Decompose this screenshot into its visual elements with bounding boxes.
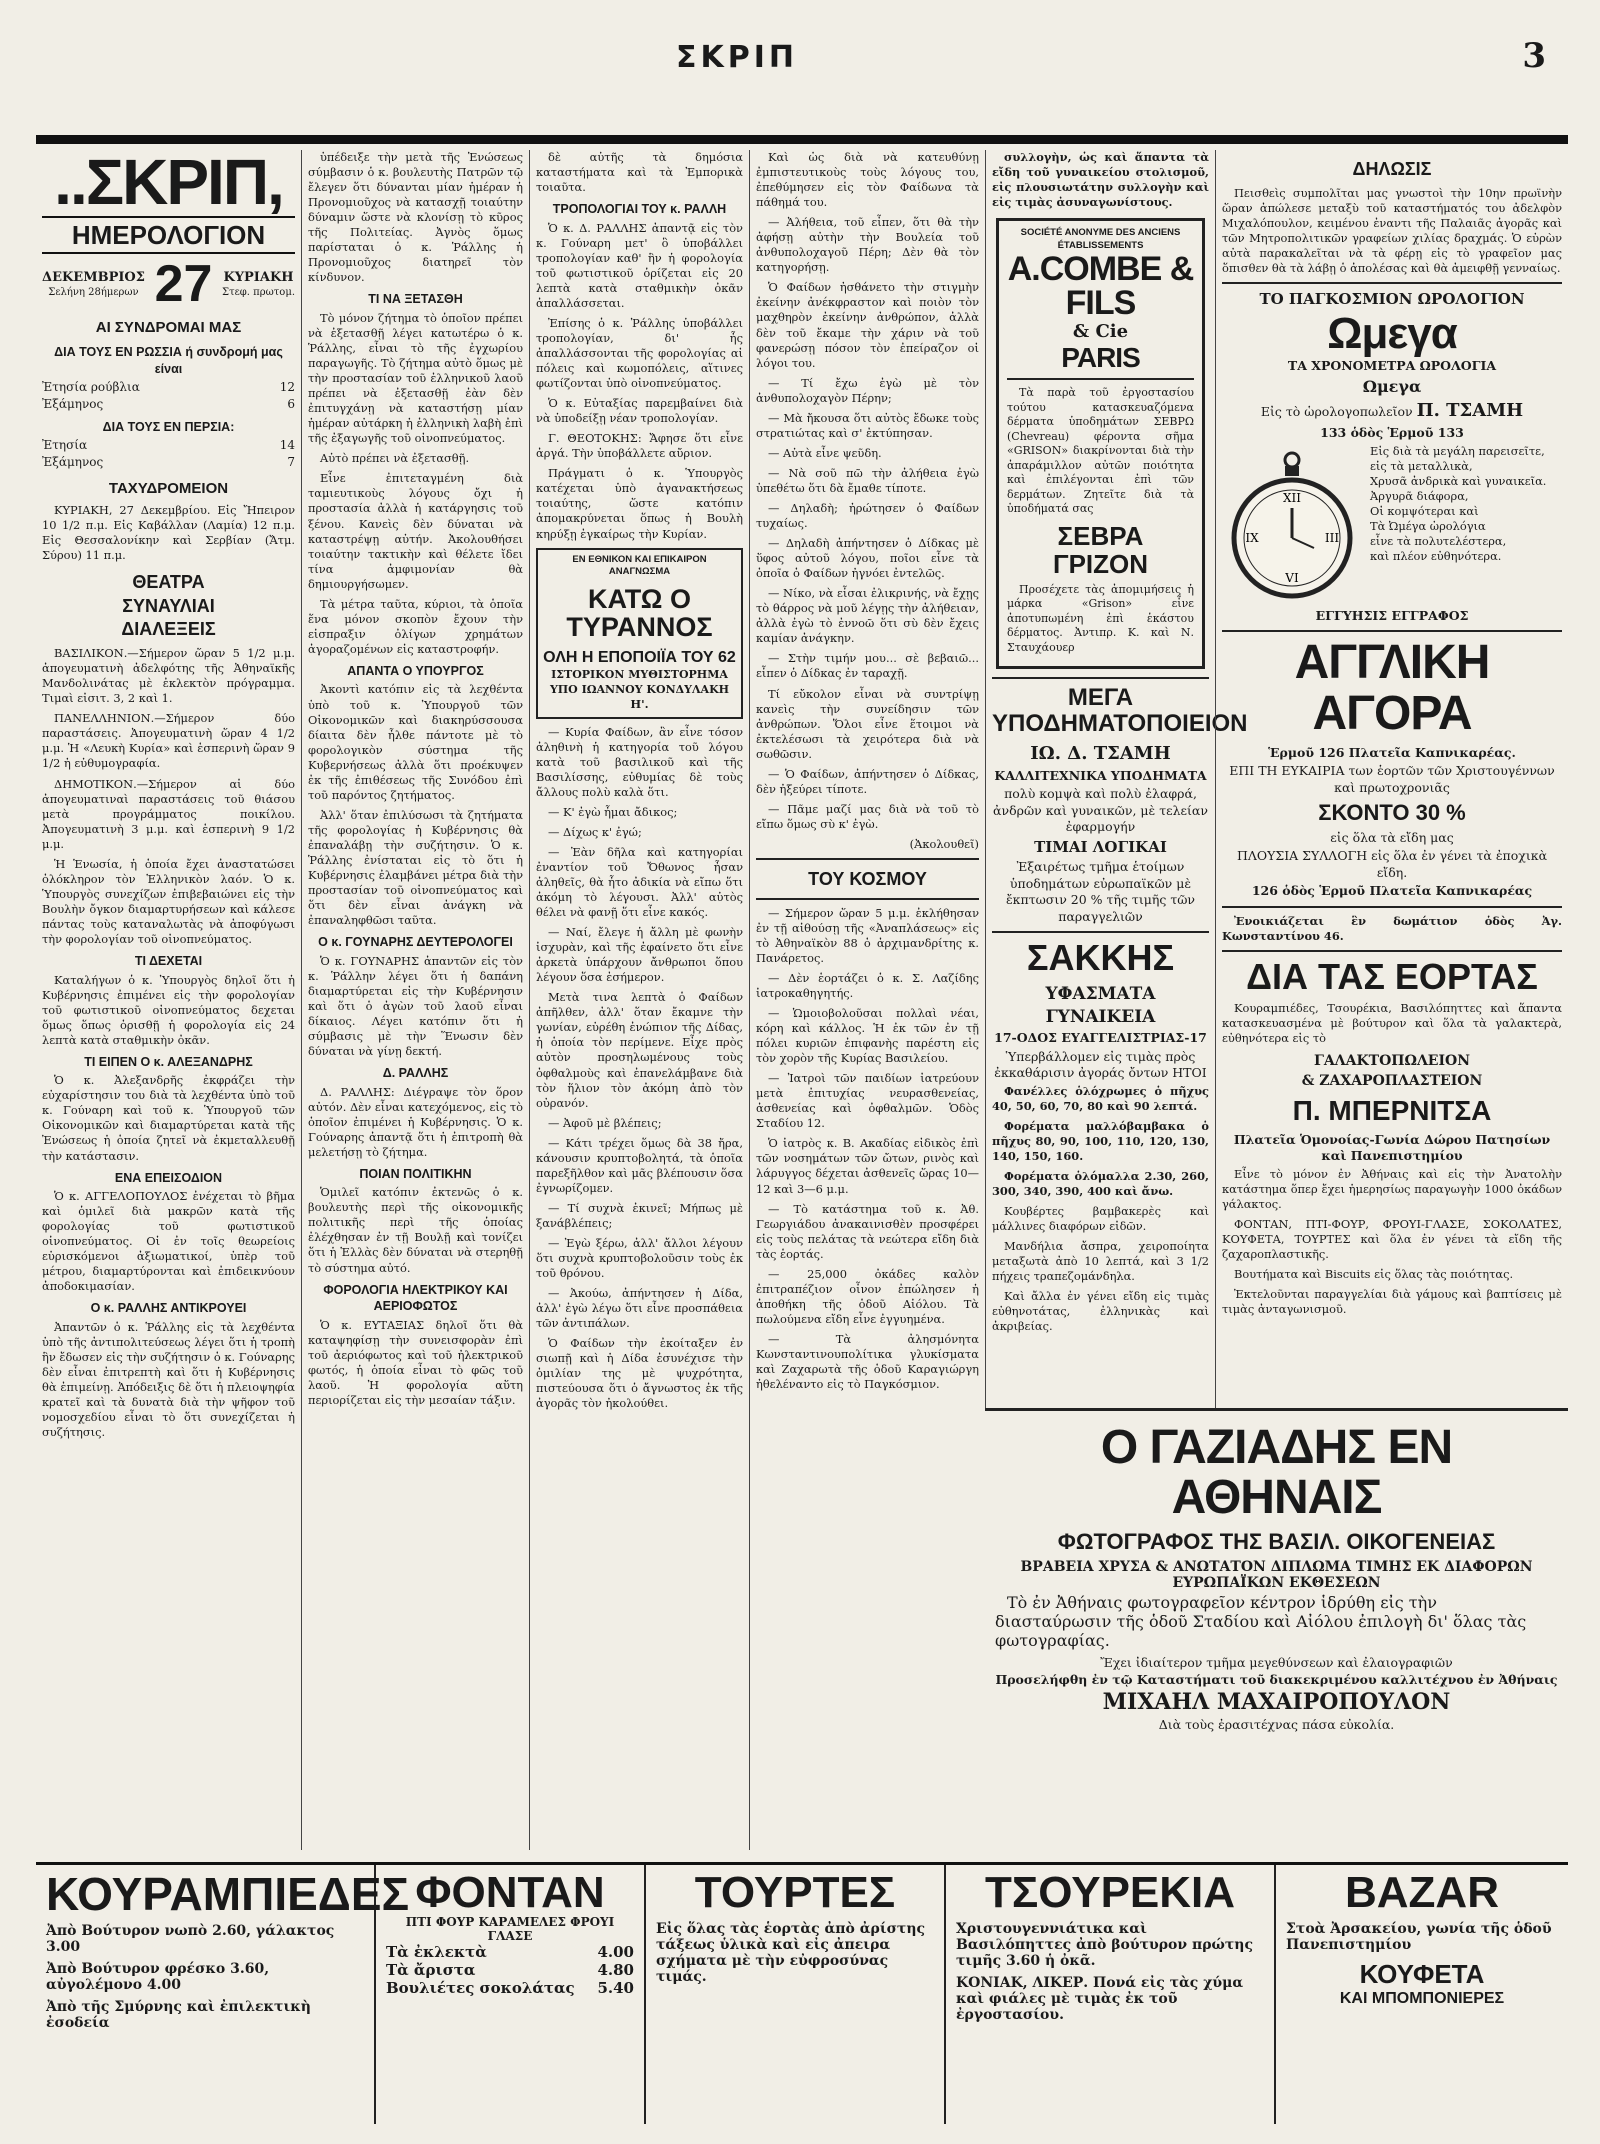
article-paragraph: ὑπέδειξε τὴν μετὰ τῆς Ἑνώσεως σύμβασιν ὁ κ. βουλευτὴς Πατρῶν τῷ ἔλεγεν ὅτι δύνανται μίαν ἡμέραν ἡ Προνομιοῦχος νὰ κατασχῇ τοιαύτην δύναμιν ὥστε νὰ κλονίσῃ τὸ κῦρος τῆς Πολιτείας. Ἀγνὸς ὅμως παρίσταται ὁ κ. Ῥάλλης ἡ Προνομιοῦχος διατηρεῖ τὸν κίνδυνον. — [308, 150, 523, 285]
lectures-heading: ΔΙΑΛΕΞΕΙΣ — [121, 619, 216, 640]
photographer-ad — [985, 1408, 1568, 1850]
combe-brand: A.COMBE & FILS — [1007, 250, 1194, 323]
article-paragraph: Ὁ κ. Δ. ΡΑΛΛΗΣ ἀπαντᾷ εἰς τὸν κ. Γούναρη μετ' ὃ ὑποβάλλει τροπολογίαν καθ' ἣν ἡ φορολογία τοῦ φωτιστικοῦ ὁρίζεται εἰς 20 λεπτὰ κατὰ σταθμικὴν ὀκᾶν ἀπαλλάσσεται. — [536, 220, 743, 310]
article-paragraph: Δ. ΡΑΛΛΗΣ: Διέγραψε τὸν ὅρον αὐτόν. Δὲν εἶναι κατεχόμενος, εἰς τὸ ὁποῖον ἐπιμένει ἡ Κυβέρνησις. Ὁ κ. Γούναρης ἀπαντᾷ ὅτι ἡ ἐπιτροπὴ θὰ μελετήσῃ τὸ ζήτημα. — [308, 1084, 523, 1159]
serial-paragraph: Ὁ Φαίδων ἠσθάνετο τὴν στιγμὴν ἐκείνην ἀνέκφραστον καὶ ποιὸν τὸν μαχθηρὸν ἐκείνην ἀνθρώπον, ἀλλὰ δὲν τοῦ ἔκαμε τὴν χάριν νὰ τοῦ φανερώσῃ πόσον τὸν ἐπείραζον οἱ λόγοι του. — [756, 280, 979, 370]
article-paragraph: Ὁ κ. ΓΟΥΝΑΡΗΣ ἀπαντῶν εἰς τὸν κ. Ῥάλλην λέγει ὅτι ἡ δαπάνη διαμαρτύρεται εἰς τὴν Κυβέρνησιν καὶ ὅτι ὁ ἀγὼν τοῦ λαοῦ εἶναι δίκαιος. Λέγει κατόπιν ὅτι ἡ σύμβασις μὲ τὴν Ἕνωσιν δὲν δύναται νὰ γίνῃ δεκτή. — [308, 953, 523, 1058]
sakkis-ad-line: Κουβέρτες βαμβακερὲς καὶ μάλλινες διαφόρων εἰδῶν. — [992, 1203, 1209, 1233]
article-subheading: ΠΟΙΑΝ ΠΟΛΙΤΙΚΗΝ — [359, 1166, 472, 1181]
omega-list-item: καὶ πλέον εὐθηνότερα. — [1370, 549, 1502, 564]
svg-text:IX: IX — [1245, 530, 1259, 545]
combe-ad-text: Τὰ παρὰ τοῦ ἐργοστασίου τούτου κατασκευαζόμενα δέρματα ὑποδημάτων ΣΕΒΡΩ (Chevreau) φέροντα σῆμα «GRISON» διακρίνονται διὰ τὴν ἀπαράμιλλον αὐτῶν ποιότητα καὶ ἐπιλέγονται ἐπὶ τῶν δερμάτων. Ζητεῖτε διὰ τὰ ὑποδήματά σας — [1007, 386, 1194, 516]
serial-paragraph: — Ἐγὼ ξέρω, ἀλλ' ἄλλοι λέγουν ὅτι συχνὰ κρυπτοβολοῦσιν τοὺς ἐκ τοῦ θρόνου. — [536, 1235, 743, 1281]
serial-paragraph: Ὁ Φαίδων τὴν ἐκοίταξεν ἐν σιωπῇ καὶ ἡ Δίδα ἐσυνέχισε τὴν ὁμιλίαν της μὲ ψυχρότητα, πιστεύουσα ὅτι ὁ ἄγνωστος ἐκ τῆς ἀγορᾶς τὸν ἠκολούθει. — [536, 1336, 743, 1411]
photographer-line: Τὸ ἐν Ἀθήναις φωτογραφεῖον κέντρον ἱδρύθη εἰς τὴν διασταύρωσιν τῆς ὁδοῦ Σταδίου καὶ Αἰόλου ἐπιλογὴ δι' ὅλας τὰς φωτογραφίας. — [995, 1592, 1527, 1650]
theatre-listing: ΒΑΣΙΛΙΚΟΝ.—Σήμερον ὥραν 5 1/2 μ.μ. ἀπογευματινὴ ἀδελφότης τῆς Ἀθηναϊκῆς Μανδολινάτας μὲ ἐκλεκτὸν πρόγραμμα. Τιμαὶ εἰσιτ. 3, 2 καὶ 1. — [42, 646, 295, 706]
dairy-owner: Π. ΜΠΕΡΝΙΤΣΑ — [1292, 1095, 1492, 1127]
serial-subtitle: ΟΛΗ Η ΕΠΟΠΟΙΪΑ ΤΟΥ 62 — [543, 649, 736, 667]
divider — [1222, 950, 1562, 952]
serial-paragraph: — Αὐτὰ εἶνε ψεῦδη. — [768, 445, 882, 460]
bottom-ad-band — [36, 1862, 1568, 2124]
date-weekday: ΚΥΡΙΑΚΗ — [223, 270, 294, 286]
column-4 — [749, 150, 985, 1850]
subscription-price: 12 — [279, 380, 295, 395]
serial-part: Η'. — [630, 697, 649, 712]
english-market-line: ΠΛΟΥΣΙΑ ΣΥΛΛΟΓΗ εἰς ὅλα ἐν γένει τὰ ἐποχικὰ εἴδη. — [1236, 848, 1548, 880]
subscription-row — [42, 397, 295, 413]
date-left — [42, 269, 145, 299]
article-subheading: ΤΡΟΠΟΛΟΓΙΑΙ ΤΟΥ κ. ΡΑΛΛΗ — [552, 202, 727, 217]
serial-paragraph: Τί εὔκολον εἶναι νὰ συντρίψῃ κανεὶς τὴν συνείδησιν τῶν ἀνθρώπων. Ὅλοι εἶνε ἕτοιμοι νὰ ἐκτελέσωσι τὰ χειρότερα διὰ νὰ σωθῶσιν. — [756, 686, 979, 761]
subscription-price: 14 — [279, 438, 295, 453]
kourabiedes-title: ΚΟΥΡΑΜΠΙΕΔΕΣ — [46, 1868, 410, 1920]
english-market-line: εἰς ὅλα τὰ εἴδη μας — [1330, 829, 1454, 845]
sakkis-ad-address: 17-ΟΔΟΣ ΕΥΑΓΓΕΛΙΣΤΡΙΑΣ-17 — [994, 1030, 1207, 1045]
sakkis-ad-sub: ΥΦΑΣΜΑΤΑ ΓΥΝΑΙΚΕΙΑ — [1045, 984, 1156, 1027]
article-subheading: ΤΙ ΝΑ ΞΕΤΑΣΘΗ — [368, 292, 463, 307]
shoe-ad-name: ΙΩ. Δ. ΤΣΑΜΗ — [1030, 742, 1171, 764]
combe-ad-top: SOCIÉTÉ ANONYME DES ANCIENS ÉTABLISSEMENTS — [1020, 227, 1181, 251]
photographer-line: Ἔχει ἰδιαίτερον τμῆμα μεγεθύνσεων καὶ ἐλαιογραφιῶν — [1100, 1654, 1453, 1670]
masthead — [36, 20, 1568, 138]
dairy-address: Πλατεῖα Ὁμονοίας-Γωνία Δώρου Πατησίων καὶ Πανεπιστημίου — [1233, 1131, 1551, 1164]
omega-sub: ΤΑ ΧΡΟΝΟΜΕΤΡΑ ΩΡΟΛΟΓΙΑ — [1287, 357, 1497, 373]
society-note: — Τὸ κατάστημα τοῦ κ. Ἀθ. Γεωργιάδου ἀνακαινισθὲν προσφέρει εἰς τοὺς πελάτας τὰ νεώτερα εἴδη διὰ τὰς ἑορτάς. — [756, 1201, 979, 1261]
serial-paragraph: — Νὰ σοῦ πῶ τὴν ἀλήθεια ἐγὼ ὑπεθέτω ὅτι δὰ ἔμαθε τίποτε. — [756, 465, 979, 495]
fondant-sub: ΠΤΙ ΦΟΥΡ ΚΑΡΑΜΕΛΕΣ ΦΡΟΥΙ ΓΛΑΣΕ — [405, 1915, 615, 1943]
article-subheading: ΤΙ ΕΙΠΕΝ Ο κ. ΑΛΕΞΑΝΔΡΗΣ — [84, 1054, 253, 1069]
dairy-line: Εἶνε τὸ μόνον ἐν Ἀθήναις καὶ εἰς τὴν Ἀνατολὴν κατάστημα ὅπερ ἔχει ἡμερησίως παραγωγὴν 1000 ὀκάδων γάλακτος. — [1222, 1166, 1562, 1211]
serial-paragraph: — Δηλαδὴ; ἠρώτησεν ὁ Φαίδων τυχαίως. — [756, 500, 979, 531]
holidays-text: Κουραμπιέδες, Τσουρέκια, Βασιλόπηττες καὶ ἅπαντα κατασκευασμένα μὲ βούτυρον καὶ ὅλα τὰ γαλακτερὰ, εὐθηνότερα εἰς τὸ — [1222, 1001, 1562, 1046]
subscription-price: 6 — [287, 396, 295, 411]
serial-paragraph: — Νίκο, νὰ εἶσαι ἐλικρινής, νὰ ἔχῃς τὸ θάρρος νὰ μοῦ λέγῃς τὴν ἀλήθειαν, ἀλλὰ ἐγὼ τὸ ἐννοῶ ὅτι σὺ δὲν ἔχεις καμίαν ἀνάγκην. — [756, 586, 979, 646]
sakkis-ad-line: Καὶ ἄλλα ἐν γένει εἴδη εἰς τιμὰς εὐθηνοτάτας, ἐλληνικὰς καὶ ἀκριβείας. — [992, 1289, 1209, 1334]
theatre-listing: ΔΗΜΟΤΙΚΟΝ.—Σήμερον αἱ δύο ἀπογευματιναὶ παραστάσεις τοῦ θιάσου μετὰ προγράμματος ποικίλου. Ἀπογευματινὴ 3 μ.μ. καὶ ἑσπερινὴ 9 1/2 μ.μ. — [42, 776, 295, 851]
serial-paragraph: — Στὴν τιμήν μου... σὲ βεβαιῶ... εἶπεν ὁ Δίδκας ἐν ταραχῇ. — [756, 651, 979, 681]
serial-description: ΙΣΤΟΡΙΚΟΝ ΜΥΘΙΣΤΟΡΗΜΑ ΥΠΟ ΙΩΑΝΝΟΥ ΚΟΝΔΥΛΑΚΗ — [549, 668, 730, 696]
dairy-line: Βουτήματα καὶ Biscuits εἰς ὅλας τὰς ποιότητας. — [1234, 1267, 1514, 1282]
subscriptions-heading: ΑΙ ΣΥΝΔΡΟΜΑΙ ΜΑΣ — [95, 319, 242, 337]
article-paragraph: Ἀπαντῶν ὁ κ. Ῥάλλης εἰς τὰ λεχθέντα ὑπὸ τῆς ἀντιπολιτεύσεως λέγει ὅτι ἡ τροπὴ ἣν ἔδωσεν εἰς τὴν συζήτησιν ὁ κ. Γούναρης δὲν εἶναι ἐπιτρεπτὴ καὶ ὅτι ἡ Κυβέρνησις θὰ ἐπιμείνῃ. Ἀπόδειξις δὲ ὅτι ἡ πλειοψηφία κρατεῖ καὶ τὰ δυνατὰ διὰ τὴν ψῆφον τοῦ νομοσχεδίου εἶναι τὸ ὅτι συνεχίζεται ἡ συζήτησις. — [42, 1319, 295, 1440]
column-2 — [301, 150, 529, 1850]
almanac-title: ΗΜΕΡΟΛΟΓΙΟΝ — [42, 216, 295, 254]
svg-text:XII: XII — [1282, 490, 1302, 505]
photographer-staff: ΜΙΧΑΗΛ ΜΑΧΑΙΡΟΠΟΥΛΟΝ — [1102, 1688, 1451, 1715]
english-market-discount: ΣΚΟΝΤΟ 30 % — [1318, 800, 1466, 826]
omega-list — [1370, 444, 1562, 564]
article-paragraph: Ὁμιλεῖ κατόπιν ἐκτενῶς ὁ κ. βουλευτὴς περὶ τῆς οἰκονομικῆς πολιτικῆς περὶ τῆς ὁποίας ἐλέχθησαν ἐν τῇ Βουλῇ καὶ τονίζει ὅτι ἡ Ἑλλὰς δὲν δύναται νὰ στερηθῇ τὸ σύστημα αὐτό. — [308, 1185, 523, 1275]
dairy-name: ΓΑΛΑΚΤΟΠΩΛΕΙΟΝ — [1313, 1052, 1471, 1069]
serial-paragraph: — Ἀλήθεια, τοῦ εἶπεν, ὅτι θὰ τὴν ἀφήσῃ αὐτὴν τὴν Βουλεία τοῦ ἀνθυπολοχαγοῦ Πέρη; Δὲν θὰ τὸν κατηγορήσῃ. — [756, 215, 979, 275]
kourabiedes-ad — [36, 1865, 410, 2124]
fondant-price-row — [386, 1961, 634, 1979]
omega-seller-name: Π. ΤΣΑΜΗ — [1416, 400, 1524, 422]
article-subheading: Δ. ΡΑΛΛΗΣ — [382, 1066, 449, 1081]
tsourekia-ad — [946, 1865, 1276, 2124]
shoe-ad-line: ΚΑΛΛΙΤΕΧΝΙΚΑ ΥΠΟΔΗΜΑΤΑ — [994, 767, 1207, 783]
subscription-row — [42, 438, 295, 454]
fondant-price-label: Βουλιέτες σοκολάτας — [386, 1979, 575, 1997]
post-office-text: ΚΥΡΙΑΚΗ, 27 Δεκεμβρίου. Εἰς Ἤπειρον 10 1/2 π.μ. Εἰς Καβάλλαν (Λαμία) 12 π.μ. Εἰς Θεσσαλονίκην καὶ Σερβίαν (Ἄτμ. Σύρου) 11 π.μ. — [42, 502, 295, 562]
holidays-title: ΔΙΑ ΤΑΣ ΕΟΡΤΑΣ — [1246, 955, 1538, 997]
society-note: Ὁ ἰατρὸς κ. Β. Ακαδίας εἰδικὸς ἐπὶ τῶν νοσημάτων τῶν ὤτων, ρινὸς καὶ λάρυγγος δέχεται ἀσθενεῖς ὥρας 10—12 καὶ 3—6 μ.μ. — [756, 1136, 979, 1196]
tsourekia-title: ΤΣΟΥΡΕΚΙΑ — [984, 1868, 1236, 1917]
running-title: ΣΚΡΙΠ — [676, 40, 798, 75]
almanac-logo: ..ΣΚΡΙΠ, — [54, 146, 283, 218]
divider — [1007, 378, 1194, 380]
declaration-text: Πεισθεὶς συμπολῖται μας γνωστοὶ τὴν 10ην πρωϊνὴν ὥραν ἀπώλεσε μεταξὺ τοῦ καταστήματός του ἀδελφὸν Μιχαλόπουλον, κειμένου ἐναντι τῆς Παλαιᾶς ἀγορᾶς καὶ τῶν Μητροπολιτικῶν γραφείων χιλίας δραχμάς. Ὁ εὑρὼν αὐτὰ παρακαλεῖται νὰ τὰ φέρῃ εἰς τὸ γραφεῖον μας ὅπισθεν θὰ τὰ λάβῃ ὁ ἀπολέσας καὶ θὰ ἀμειφθῇ γενναίως. — [1222, 185, 1562, 275]
omega-head: ΤΟ ΠΑΓΚΟΣΜΙΟΝ ΩΡΟΛΟΓΙΟΝ — [1259, 290, 1525, 309]
kourabiedes-line: Ἀπὸ Βούτυρον φρέσκο 3.60, αὐγολέμονο 4.00 — [46, 1961, 270, 1993]
photographer-line: ΒΡΑΒΕΙΑ ΧΡΥΣΑ & ΑΝΩΤΑΤΟΝ ΔΙΠΛΩΜΑ ΤΙΜΗΣ ΕΚ ΔΙΑΦΟΡΩΝ ΕΥΡΩΠΑΪΚΩΝ ΕΚΘΕΣΕΩΝ — [1020, 1558, 1533, 1591]
date-day: 27 — [154, 255, 213, 314]
article-paragraph: Γ. ΘΕΟΤΟΚΗΣ: Ἄφησε ὅτι εἶνε ἀργά. Τὴν ὑποβάλλετε αὔριον. — [536, 431, 743, 461]
photographer-line: Προσελήφθη ἐν τῷ Καταστήματι τοῦ διακεκριμένου καλλιτέχνου ἐν Ἀθήναις — [995, 1671, 1558, 1687]
omega-list-item: Ἀργυρᾶ διάφορα, — [1370, 488, 1469, 503]
article-subheading: ΑΠΑΝΤΑ Ο ΥΠΟΥΡΓΟΣ — [347, 663, 484, 678]
sevra-grizon-brand: ΣΕΒΡΑ ΓΡΙΖΟΝ — [1052, 520, 1149, 580]
article-paragraph: Ὁ κ. Εὐταξίας παρεμβαίνει διὰ νὰ ὑποδείξῃ νέαν τροπολογίαν. — [536, 396, 743, 426]
article-paragraph: Τὰ μέτρα ταῦτα, κύριοι, τὰ ὁποῖα ἕνα μόνον σκοπὸν ἔχουν τὴν εἰσπραξιν ὀλίγων χρημάτων ἀγοραζομένων εἰς καταστροφήν. — [308, 596, 523, 656]
omega-address: 133 ὁδὸς Ἑρμοῦ 133 — [1320, 425, 1464, 441]
serial-paragraph: — Δηλαδὴ ἀπήντησεν ὁ Δίδκας μὲ ὕφος αὐτοῦ λόγου, ποῖοι εἶνε τὰ ὁποῖα ὁ Φαίδων ἠγνόει ἐντελῶς. — [756, 536, 979, 581]
article-paragraph: Ἀλλ' ὅταν ἐπιλύσωσι τὰ ζητήματα τῆς φορολογίας ἡ Κυβέρνησις θὰ ἐπαναλάβῃ τὴν συζήτησιν. Ὁ κ. Ῥάλλης ἐνίσταται εἰς τὸ ὅτι ἡ Κυβέρνησις ἐλαμβάνει μέτρα διὰ τὴν προστασίαν τοῦ οἰνοπνεύματος καὶ ὅτι δὲν εἶναι ἀνάγκη νὰ ἐπαναληφθῶσι ταῦτα. — [308, 807, 523, 928]
tsourekia-text: ΚΟΝΙΑΚ, ΛΙΚΕΡ. Πονά εἰς τὰς χύμα καὶ φιάλες μὲ τιμὰς ἐκ τοῦ ἐργοστασίου. — [956, 1975, 1244, 2023]
society-note: — Ἰατροὶ τῶν παιδίων ἰατρεύουν μετὰ ἐπιτυχίας νευρασθενείας, ἀσθενείας καὶ ὀφθαλμῶν. Ὁδὸς Σταδίου 12. — [756, 1071, 979, 1131]
ad-continuation: συλλογὴν, ὡς καὶ ἅπαντα τὰ εἴδη τοῦ γυναικείου στολισμοῦ, εἰς πλουσιωτάτην συλλογὴν καὶ εἰς τιμὰς ἀσυναγωνίστους. — [992, 150, 1209, 210]
omega-guarantee: ΕΓΓΥΗΣΙΣ ΕΓΓΡΑΦΟΣ — [1315, 607, 1469, 623]
omega-list-item: Τὰ Ὠμέγα ὡρολόγια — [1370, 518, 1486, 533]
article-paragraph: Ὁ κ. ΑΓΓΕΛΟΠΟΥΛΟΣ ἐνέχεται τὸ βῆμα καὶ ὁμιλεῖ διὰ μακρῶν κατὰ τῆς φορολογίας τοῦ φωτιστικοῦ οἰνοπνεύματος. Οἱ ἐν τοῖς θεωρείοις εὑρισκόμενοι ἀξιωματικοί, ὑπὲρ τοῦ μέτρου, διαμαρτύρονται καὶ ἐπιδεικνύουν ἀποδοκιμασίαν. — [42, 1189, 295, 1294]
shoe-ad-title: ΜΕΓΑ ΥΠΟΔΗΜΑΤΟΠΟΙΕΙΟΝ — [992, 684, 1248, 737]
divider — [1222, 282, 1562, 284]
serial-paragraph: — Πᾶμε μαζί μας διὰ νὰ τοῦ τὸ εἴπω ὅμως σὺ κ' ἐγὼ. — [756, 801, 979, 831]
omega-seller-pre — [1222, 399, 1562, 423]
serial-paragraph: — Κάτι τρέχει ὅμως δὰ 38 ἤρα, κάνουσιν κρυπτοβολητά, τὰ ὁποῖα παρεξῆλθον καὶ μᾶς βλέπουσιν ὅσα ἐγνωρίζομεν. — [536, 1135, 743, 1195]
sakkis-ad-line: Φανέλλες ὁλόχρωμες ὁ πῆχυς 40, 50, 60, 70, 80 καὶ 90 λεπτά. — [992, 1083, 1209, 1113]
society-note: — Τὰ ἀλησμόνητα Κωνσταντινουπολίτικα γλυκίσματα καὶ Ζαχαρωτὰ τῆς ὁδοῦ Καραγιώργη ἠθελέναντο εἰς τὸ Παγκόσμιον. — [756, 1331, 979, 1392]
kourabiedes-line: Ἀπὸ Βούτυρον νωπὸ 2.60, γάλακτος 3.00 — [46, 1923, 335, 1955]
article-paragraph: Τὸ μόνον ζήτημα τὸ ὁποῖον πρέπει νὰ ἐξετασθῇ λέγει κατωτέρω ὁ κ. Ῥάλλης, εἶναι τὸ τῆς ἐγχωρίου παραγωγῆς. Τὸ ζήτημα αὐτὸ ὅμως μὲ τὴν προστασίαν τοῦ ἐλληνικοῦ λαοῦ πρέπει νὰ ἐξετασθῇ ἐὰν δὲν ἐπιτυγχάνῃ νὰ καταστήσῃ μίαν ἡμέραν αὐτάρκη ἡ ἑλληνικὴ λαβὴ ἐπὶ τῆς ἐξαγωγῆς τοῦ οἰνοπνεύματος. — [308, 310, 523, 446]
serial-paragraph: — Ἀφοῦ μὲ βλέπεις; — [548, 1115, 662, 1130]
combe-ad-footer: Προσέχετε τὰς ἀπομιμήσεις ἡ μάρκα «Grison» εἶνε ἀποτυπωμένη ἐπὶ ἑκάστου δέρματος. Ἀντιπρ. Κ. καὶ Ν. Σταυχάουερ — [1007, 582, 1194, 654]
serial-paragraph: — Κ' ἐγὼ ἦμαι ἄδικος; — [548, 804, 678, 819]
society-note: — 25,000 ὀκάδες καλὸν ἐπιτραπέζιον οἶνον ἐπώλησεν ἡ ἀποθήκη τῆς ὁδοῦ Αἰόλου. Τὰ πωλούμενα εἴδη εἶνε ἐγγυημένα. — [756, 1266, 979, 1326]
serial-paragraph: — Τί συχνὰ ἐκινεῖ; Μήπως μὲ ξανάβλέπεις; — [536, 1200, 743, 1230]
article-paragraph: Ὁ κ. ΕΥΤΑΞΙΑΣ δηλοῖ ὅτι θὰ καταψηφίσῃ τὴν συνεισφορὰν ἐπὶ τοῦ ἀεριόφωτος καὶ τοῦ ἠλεκτρικοῦ φωτός, ἡ ὁποία εἶναι τὸ φῶς τοῦ λαοῦ. Ἡ φορολογία αὕτη περιορίζεται εἰς τὴν μεσαίαν τάξιν. — [308, 1317, 523, 1407]
article-paragraph: Ἡ Ἑνωσία, ἡ ὁποία ἔχει ἀναστατώσει ὁλόκληρον τὸν Ἑλληνικὸν λαόν. Ὁ κ. Ὑπουργὸς συνεχίζων ἐπιβεβαιώνει εἰς τὴν Βουλὴν ὄγκον διαμαρτυρήσεων καὶ κάλεσε πάντας τοὺς καταναλωτὰς νὰ ἀποφύγωσι τὴν φορολογίαν τοῦ οἰνοπνεύματος. — [42, 856, 295, 946]
society-heading: ΤΟΥ ΚΟΣΜΟΥ — [808, 868, 927, 889]
pocket-watch-icon — [1222, 450, 1362, 600]
combe-ad — [996, 218, 1205, 669]
serial-continued: (Ἀκολουθεῖ) — [909, 836, 979, 851]
fondant-price-row — [386, 1943, 634, 1961]
date-right — [222, 269, 295, 299]
bazar-ad — [1276, 1865, 1568, 2124]
dairy-line: ΦΟΝΤΑΝ, ΠΤΙ-ΦΟΥΡ, ΦΡΟΥΙ-ΓΛΑΣΕ, ΣΟΚΟΛΑΤΕΣ, ΚΟΥΦΕΤΑ, ΤΟΥΡΤΕΣ καὶ ὅλα ἐν γένει τὰ εἴδη τῆς ζαχαροπλαστικῆς. — [1222, 1217, 1562, 1262]
article-subheading: Ο κ. ΓΟΥΝΑΡΗΣ ΔΕΥΤΕΡΟΛΟΓΕΙ — [318, 935, 513, 950]
column-1 — [36, 146, 301, 1850]
kourabiedes-line: Ἀπὸ τῆς Σμύρνης καὶ ἐπιλεκτικὴ ἐσοδεία — [46, 1999, 311, 2031]
sakkis-ad-line: Φορέματα ὁλόμαλλα 2.30, 260, 300, 340, 390, 400 καὶ ἄνω. — [992, 1168, 1209, 1198]
serial-paragraph: — Ἀκούω, ἀπήντησεν ἡ Δίδα, ἀλλ' ἐγὼ λέγω ὅτι εἶνε προσπάθεια τῶν ἀντιπάλων. — [536, 1286, 743, 1331]
sakkis-ad-line: Φορέματα μαλλόβαμβακα ὁ πῆχυς 80, 90, 100, 110, 120, 130, 140, 150, 160. — [992, 1118, 1209, 1163]
article-paragraph: Ἐπίσης ὁ κ. Ῥάλλης ὑποβάλλει τροπολογίαν, δι' ἧς ἀπαλλάσσονται τῆς φορολογίας αἱ πόλεις καὶ κωμοπόλεις, αἵτινες φωτίζονται ὑπὸ οἰνοπνεύματος. — [536, 315, 743, 391]
photographer-line: Διὰ τοὺς ἐρασιτέχνας πάσα εὐκολία. — [1158, 1716, 1395, 1732]
shoe-ad-line: πολὺ κομψὰ καὶ πολὺ ἐλαφρά, ἀνδρῶν καὶ γυναικῶν, μὲ τελείαν ἐφαρμογήν — [993, 786, 1208, 835]
subscription-row — [42, 380, 295, 396]
divider — [1222, 906, 1562, 908]
fondant-price-row — [386, 1979, 634, 1997]
masthead-rule — [36, 138, 1568, 144]
subscription-label: Ἐτησία ρούβλια — [42, 380, 140, 395]
omega-list-item: εἶνε τὰ πολυτελέστερα, — [1370, 533, 1507, 548]
fondant-title: ΦΟΝΤΑΝ — [415, 1868, 605, 1917]
fondant-price-value: 4.00 — [597, 1943, 634, 1961]
subscription-label: Ἐτησία — [42, 438, 88, 453]
omega-sub2: Ωμεγα — [1362, 377, 1422, 397]
date-month: ΔΕΚΕΜΒΡΙΟΣ — [42, 270, 145, 286]
theatres-heading: ΘΕΑΤΡΑ — [132, 571, 205, 592]
tourtes-text: Εἰς ὅλας τὰς ἑορτὰς ἀπὸ ἀρίστης τάξεως ὑλικὰ καὶ εἰς ἀπειρα σχήματα μὲ τὴν εὐφροσύνας τιμάς. — [656, 1921, 926, 1985]
article-paragraph: δὲ αὐτῆς τὰ δημόσια καταστήματα καὶ τὰ Ἐμπορικὰ τοιαῦτα. — [536, 150, 743, 195]
article-subheading: Ο κ. ΡΑΛΛΗΣ ΑΝΤΙΚΡΟΥΕΙ — [90, 1301, 247, 1316]
bazar-title: BAZAR — [1345, 1868, 1499, 1917]
fondant-price-label: Τὰ ἄριστα — [386, 1961, 476, 1979]
photographer-sub: ΦΩΤΟΓΡΑΦΟΣ ΤΗΣ ΒΑΣΙΛ. ΟΙΚΟΓΕΝΕΙΑΣ — [1057, 1528, 1496, 1554]
combe-cie: & Cie — [1072, 321, 1129, 343]
divider — [992, 677, 1209, 679]
dairy-line: Ἐκτελοῦνται παραγγελίαι διὰ γάμους καὶ βαπτίσεις μὲ τιμὰς ἀνταγωνισμοῦ. — [1222, 1287, 1562, 1317]
article-subheading: ΤΙ ΔΕΧΕΤΑΙ — [134, 954, 203, 969]
serial-header-box — [536, 548, 743, 719]
serial-title: ΚΑΤΩ Ο ΤΥΡΑΝΝΟΣ — [566, 583, 713, 642]
article-paragraph: Εἶνε ἐπιτεταγμένη διὰ ταμιευτικοὺς λόγους ὄχι ἡ προστασία ἀλλὰ ἡ κατάργησις τοῦ ξένου. Κανεὶς δὲν δύναται νὰ καταστρέψῃ αὐτήν. Ἀκολουθήσει τοιαύτην τακτικὴν καὶ θέλετε ἴδει τίνα ἀμφιμονίαν θὰ δημιουργήσωμεν. — [308, 471, 523, 591]
subscription-price: 7 — [287, 455, 295, 470]
divider — [756, 898, 979, 900]
sakkis-ad-line: Μανδήλια ἄσπρα, χειροποίητα μεταξωτὰ ἀπὸ 10 λεπτά, καὶ 3 1/2 πήχεις τραπεζομάνδηλα. — [992, 1238, 1209, 1284]
subscription-label: Ἐξάμηνος — [42, 396, 104, 411]
divider — [992, 931, 1209, 933]
serial-paragraph: Μετὰ τινα λεπτὰ ὁ Φαίδων ἀπῆλθεν, ἀλλ' ὅταν ἔκαμνε τὴν γωνίαν, εὑρέθη ἐνώπιον τῆς Δίδας, ἡ ὁποία τὸν περίμενε. Εἶχε πρὸς αὐτὸν προσηλωμένους τοὺς ὀφθαλμοὺς καὶ ἐπανελάμβανε διὰ τὸν ἥλιον τὸν ἀκόμη ἀπὸ τὸν οὐρανόν. — [536, 990, 743, 1110]
english-market-line: 126 ὁδὸς Ἑρμοῦ Πλατεῖα Καπνικαρέας — [1251, 883, 1533, 898]
declaration-heading: ΔΗΛΩΣΙΣ — [1352, 159, 1432, 179]
page-number: 3 — [1522, 36, 1546, 76]
theatre-listing: ΠΑΝΕΛΛΗΝΙΟΝ.—Σήμερον δύο παραστάσεις. Ἀπογευματινὴ ὥραν 4 1/2 μ.μ. Ἡ «Λευκὴ Κυρία» καὶ ἑσπερινὴ ὥραν 9 1/2 ἡ εὐθυμογραφία. — [42, 711, 295, 771]
subscription-row — [42, 455, 295, 471]
shoe-ad-line: Ἐξαιρέτως τμῆμα ἑτοίμων ὑποδημάτων εὐρωπαϊκῶν μὲ ἔκπτωσιν 20 % τῆς τιμῆς τῶν παραγγελιῶν — [1005, 859, 1196, 924]
date-block — [42, 255, 295, 314]
dairy-name: & ΖΑΧΑΡΟΠΛΑΣΤΕΙΟΝ — [1301, 1073, 1483, 1089]
serial-paragraph: — Δίχως κ' ἐγώ; — [548, 824, 642, 839]
article-paragraph: Αὐτὸ πρέπει νὰ ἐξετασθῇ. — [320, 451, 470, 466]
bazar-line: ΚΟΥΦΕΤΑ — [1359, 1959, 1485, 1989]
newspaper-page — [36, 20, 1568, 2130]
omega-list-item: Οἱ κομψότεραι καὶ — [1370, 503, 1479, 518]
article-subheading: ΕΝΑ ΕΠΕΙΣΟΔΙΟΝ — [114, 1170, 223, 1185]
fondant-price-value: 4.80 — [597, 1961, 634, 1979]
divider — [756, 858, 979, 860]
photographer-title: Ο ΓΑΖΙΑΔΗΣ ΕΝ ΑΘΗΝΑΙΣ — [1100, 1421, 1453, 1525]
date-left-note: Σελήνη 28ήμερων — [48, 287, 139, 299]
omega-seller-label: Εἰς τὸ ὡρολογοπωλεῖον — [1260, 404, 1413, 420]
combe-city: PARIS — [1061, 342, 1140, 373]
english-market-address: Ἑρμοῦ 126 Πλατεῖα Καπνικαρέας. — [1268, 744, 1516, 760]
date-right-note: Στεφ. πρωτομ. — [222, 287, 295, 299]
serial-paragraph: — Μὰ ἤκουσα ὅτι αὐτὸς ἔδωκε τοὺς στρατιώτας καὶ σ' ἐκτύπησαν. — [756, 410, 979, 440]
subscriptions-persia: ΔΙΑ ΤΟΥΣ ΕΝ ΠΕΡΣΙΑ: — [102, 419, 235, 434]
society-note: — Ὡμοιοβολοῦσαι πολλαὶ νέαι, κόρη καὶ κάλλος. Ἡ ἐκ τῶν ἐν τῇ πόλει κυριῶν ἐπιφανὴς παρέστη εἰς τὸν χορὸν τῆς Κυρίας Βασιλείου. — [756, 1006, 979, 1066]
subscription-label: Ἐξάμηνος — [42, 455, 104, 470]
article-paragraph: Ὁ κ. Ἀλεξανδρῆς ἐκφράζει τὴν εὐχαρίστησιν του διὰ τὰ λεχθέντα ὑπὸ τοῦ κ. Γούναρη καὶ τοῦ κ. Ὑπουργοῦ τῶν Οἰκονομικῶν καὶ διαμαρτύρεται κατὰ τῆς Ἐνώσεως ἡ ὁποία ζητεῖ νὰ ἐκμεταλλευθῇ τὴν κατάστασιν. — [42, 1073, 295, 1163]
article-paragraph: Πράγματι ὁ κ. Ὑπουργὸς κατέχεται ὑπὸ ἀγανακτήσεως τοιαύτης, ὥστε κατόπιν ἀπομακρύνεται ὅπως ἡ Βουλὴ κηρύξῃ ἐγκαίρως τὴν Κυρίαν. — [536, 466, 743, 541]
serial-paragraph: — Τί ἔχω ἐγὼ μὲ τὸν ἀνθυπολοχαγὸν Πέρην; — [756, 375, 979, 405]
divider — [1222, 630, 1562, 632]
subscriptions-russia: ΔΙΑ ΤΟΥΣ ΕΝ ΡΩΣΣΙΑ ή συνδρομή μας είναι — [54, 345, 283, 376]
article-paragraph: Ἀκοντὶ κατόπιν εἰς τὰ λεχθέντα ὑπὸ τοῦ κ. Ὑπουργοῦ τῶν Οἰκονομικῶν καὶ διακηρύσσουσα δίαιτα δὲν ἦλθε πάντοτε μὲ τὸ φορολογικὸν σύστημα τῆς Κυβερνήσεως ἀλλὰ ὅτι προέκυψεν ἐκ τῆς ἐπιθέσεως τῆς Συνόδου ἐπὶ τοῦ παρόντος ζητήματος. — [308, 682, 523, 802]
article-paragraph: Καταλήγων ὁ κ. Ὑπουργὸς δηλοῖ ὅτι ἡ Κυβέρνησις ἐπιμένει εἰς τὴν φορολογίαν τοῦ φωτιστικοῦ οἰνοπνεύματος δεχεται ὅμως ὅπως ὁρισθῇ ἡ φορολογία εἰς 24 λεπτὰ κατὰ σταθμικὴν ὀκᾶν. — [42, 972, 295, 1047]
english-market-title: ΑΓΓΛΙΚΗ ΑΓΟΡΑ — [1294, 636, 1490, 740]
serial-paragraph: Καὶ ὡς διὰ νὰ κατευθύνῃ ἐμπιστευτικοὺς τοὺς λόγους του, ἐπεθύμησεν εἰς τὸν Φαίδωνα τὰ πάθημά του. — [756, 150, 979, 210]
tourtes-title: ΤΟΥΡΤΕΣ — [694, 1868, 896, 1917]
columns — [36, 146, 1568, 1850]
omega-brand: Ωμεγα — [1327, 308, 1457, 358]
fondant-ad — [376, 1865, 646, 2124]
serial-paragraph: — Ναί, ἔλεγε ἡ ἄλλη μὲ φωνὴν ἰσχυρὰν, καὶ τῆς ἐφαίνετο ὅτι εἶνε ἀρκετὰ ὑπάρχουν ἄνθρωποι ὅπου λέγουν ὅσα ἐσήμερον. — [536, 925, 743, 985]
sakkis-ad-title: ΣΑΚΚΗΣ — [1026, 937, 1175, 979]
english-market-line: ΕΠΙ ΤΗ ΕΥΚΑΙΡΙΑ των ἑορτῶν τῶν Χριστουγέννων καὶ πρωτοχρονιᾶς — [1229, 763, 1555, 795]
bazar-line: ΚΑΙ ΜΠΟΜΠΟΝΙΕΡΕΣ — [1339, 1990, 1505, 2007]
lets-notice: Ἐνοικιάζεται ἓν δωμάτιον ὁδὸς Ἀγ. Κωνσταντίνου 46. — [1222, 913, 1562, 943]
serial-banner: ΕΝ ΕΘΝΙΚΟΝ ΚΑΙ ΕΠΙΚΑΙΡΟΝ ΑΝΑΓΝΩΣΜΑ — [572, 553, 707, 578]
svg-text:III: III — [1324, 530, 1340, 545]
bazar-text: Στοὰ Ἀρσακείου, γωνία τῆς ὁδοῦ Πανεπιστημίου — [1286, 1921, 1552, 1953]
sakkis-ad-line: Ὑπερβάλλομεν εἰς τιμὰς πρὸς ἐκκαθάρισιν ἀγοράς ὄντων ΗΤΟΙ — [994, 1048, 1207, 1080]
concerts-heading: ΣΥΝΑΥΛΙΑΙ — [122, 595, 215, 616]
column-3 — [529, 150, 749, 1850]
omega-list-item: εἰς τὰ μεταλλικὰ, — [1370, 458, 1473, 473]
fondant-price-label: Τὰ ἐκλεκτὰ — [386, 1943, 487, 1961]
post-office-heading: ΤΑΧΥΔΡΟΜΕΙΟΝ — [108, 479, 229, 497]
fondant-price-value: 5.40 — [597, 1979, 634, 1997]
society-note: — Σήμερον ὥραν 5 μ.μ. ἐκλήθησαν ἐν τῇ αἰθούσῃ τῆς «Ἀναπλάσεως» εἰς τὸ Ἀθηναϊκὸν 88 ὁ ἀρχιμανδρίτης κ. Πανάρετος. — [756, 905, 979, 965]
serial-paragraph: — Ἐὰν δῆλα καὶ κατηγορίαι ἐναντίον τοῦ Ὄθωνος ἦσαν ἀληθεῖς, θὰ ἦτο ἀδικία νὰ εἴπω ὅτι ἀκόμη τὸ λέγουσι. Ἀλλ' αὐτὸς θέλει νὰ φανῇ ὅτι εἶνε κακός. — [536, 844, 743, 920]
serial-paragraph: — Κυρία Φαίδων, ἂν εἶνε τόσον ἀληθινὴ ἡ κατηγορία τοῦ λόγου κατὰ τοῦ βασιλικοῦ καὶ τῆς Βασιλίσσης, εὐθυμίας δὲ τοὺς ἄλλους πολὺ καλὰ ὅτι. — [536, 724, 743, 799]
omega-list-item: Χρυσᾶ ἀνδρικὰ καὶ γυναικεῖα. — [1370, 473, 1547, 488]
svg-text:VI: VI — [1285, 570, 1299, 585]
omega-list-item: Εἰς διὰ τὰ μεγάλη παρεισεῖτε, — [1370, 443, 1545, 458]
tsourekia-text: Χριστουγεννιάτικα καὶ Βασιλόπηττες ἀπὸ βούτυρον πρώτης τιμῆς 3.60 ἡ ὀκᾶ. — [956, 1921, 1253, 1969]
omega-body — [1222, 444, 1562, 606]
shoe-ad-line: ΤΙΜΑΙ ΛΟΓΙΚΑΙ — [1034, 837, 1167, 856]
article-subheading: ΦΟΡΟΛΟΓΙΑ ΗΛΕΚΤΡΙΚΟΥ ΚΑΙ ΑΕΡΙΟΦΩΤΟΣ — [323, 1282, 508, 1314]
serial-paragraph: — Ὁ Φαίδων, ἀπήντησεν ὁ Δίδκας, δὲν ἠξεύρει τίποτε. — [756, 766, 979, 796]
tourtes-ad — [646, 1865, 946, 2124]
society-note: — Δὲν ἑορτάζει ὁ κ. Σ. Λαζίδης ἰατροκαθηγητής. — [756, 970, 979, 1000]
